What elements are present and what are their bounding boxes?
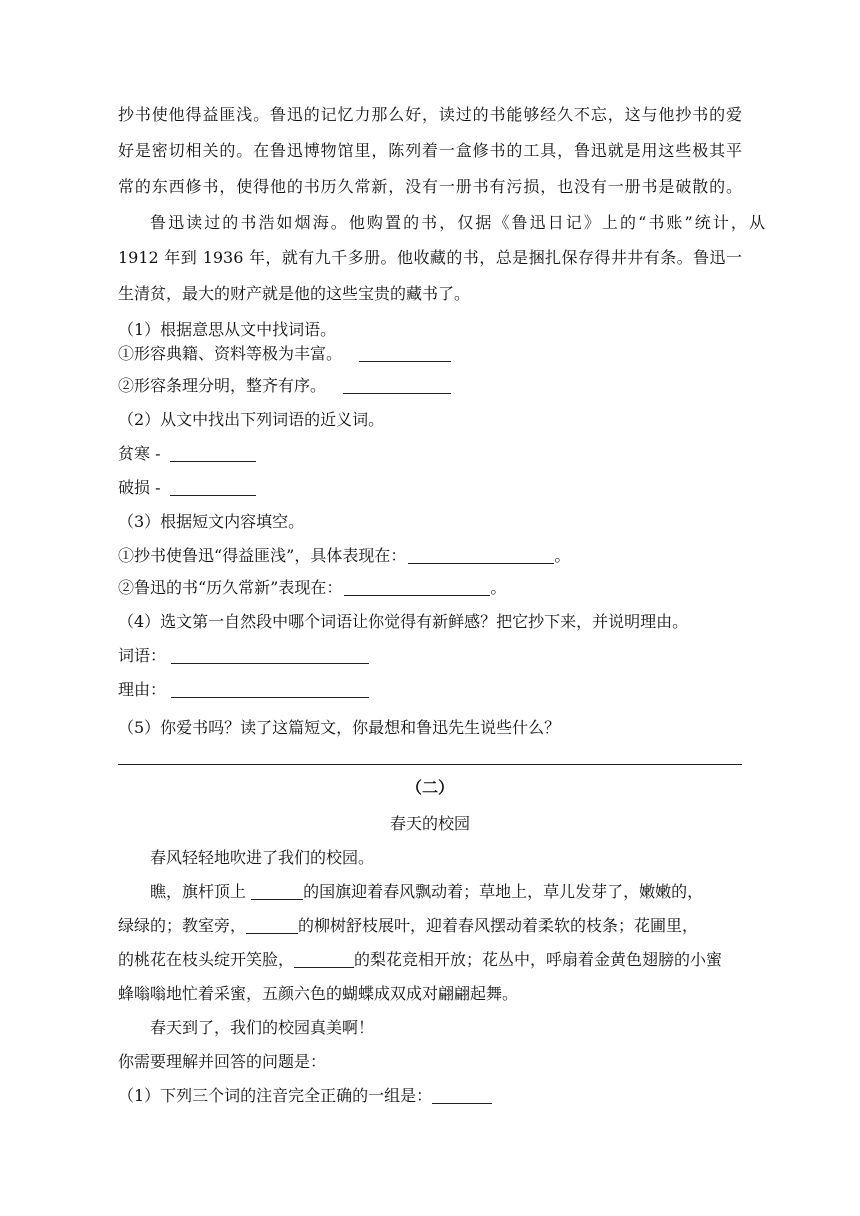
question-1: （1）根据意思从文中找词语。 xyxy=(118,320,337,339)
answer-blank[interactable] xyxy=(171,649,369,664)
answer-blank[interactable] xyxy=(251,885,303,900)
question-3a xyxy=(118,546,570,566)
question-3b xyxy=(118,578,506,598)
question-2: （2）从文中找出下列词语的近义词。 xyxy=(118,410,385,429)
answer-blank[interactable] xyxy=(343,379,451,394)
passage-text: 的国旗迎着春风飘动着；草地上，草儿发芽了，嫩嫩的， xyxy=(303,882,704,901)
question-3: （3）根据短文内容填空。 xyxy=(118,512,305,531)
question-prompt: 你需要理解并回答的问题是： xyxy=(118,1052,327,1071)
passage-line: 抄书使他得益匪浅。鲁迅的记忆力那么好，读过的书能够经久不忘，这与他抄书的爱 xyxy=(118,105,742,124)
answer-line[interactable] xyxy=(118,764,742,765)
question-1b xyxy=(118,376,451,396)
answer-blank[interactable] xyxy=(344,581,490,596)
passage-line xyxy=(118,950,722,970)
question-4b-text: 理由： xyxy=(118,680,167,699)
question-s2-1-text: （1）下列三个词的注音完全正确的一组是： xyxy=(118,1086,433,1105)
question-4a xyxy=(118,646,369,666)
answer-blank[interactable] xyxy=(359,347,451,362)
answer-blank[interactable] xyxy=(432,1089,492,1104)
passage-line: 生清贫，最大的财产就是他的这些宝贵的藏书了。 xyxy=(118,284,471,303)
answer-blank[interactable] xyxy=(294,953,354,968)
passage-text: 的桃花在枝头绽开笑脸， xyxy=(118,950,295,969)
question-4a-text: 词语： xyxy=(118,646,167,665)
question-1b-text: ②形容条理分明，整齐有序。 xyxy=(118,376,327,395)
section-number: （二） xyxy=(405,778,454,797)
passage-line: 蜂嗡嗡地忙着采蜜，五颜六色的蝴蝶成双成对翩翩起舞。 xyxy=(118,984,519,1003)
passage-text: 的柳树舒枝展叶，迎着春风摆动着柔软的枝条；花圃里， xyxy=(298,916,699,935)
section-title: 春天的校园 xyxy=(389,814,470,833)
question-1a xyxy=(118,344,451,364)
answer-blank[interactable] xyxy=(170,481,256,496)
question-1a-text: ①形容典籍、资料等极为丰富。 xyxy=(118,344,343,363)
answer-blank[interactable] xyxy=(246,919,298,934)
passage-line: 春风轻轻地吹进了我们的校园。 xyxy=(150,848,375,867)
passage-line xyxy=(118,916,698,936)
passage-line: 鲁迅读过的书浩如烟海。他购置的书，仅据《鲁迅日记》上的“书账”统计，从 xyxy=(150,213,765,232)
question-2b-text: 破损 - xyxy=(118,478,161,497)
passage-line xyxy=(150,882,703,902)
passage-text: 瞧，旗杆顶上 xyxy=(150,882,252,901)
passage-line: 常的东西修书，使得他的书历久常新，没有一册书有污损，也没有一册书是破散的。 xyxy=(118,177,742,196)
passage-text: 的梨花竞相开放；花丛中，呼扇着金黄色翅膀的小蜜 xyxy=(354,950,723,969)
passage-line: 好是密切相关的。在鲁迅博物馆里，陈列着一盒修书的工具，鲁迅就是用这些极其平 xyxy=(118,141,742,160)
question-2b xyxy=(118,478,256,498)
question-4: （4）选文第一自然段中哪个词语让你觉得有新鲜感？把它抄下来，并说明理由。 xyxy=(118,612,689,631)
question-2a xyxy=(118,444,256,464)
passage-line: 1912 年到 1936 年，就有九千多册。他收藏的书，总是捆扎保存得井井有条。鲁迅一 xyxy=(118,248,742,267)
question-s2-1 xyxy=(118,1086,492,1106)
period: 。 xyxy=(554,546,571,565)
passage-text: 绿绿的；教室旁， xyxy=(118,916,247,935)
answer-blank[interactable] xyxy=(408,549,554,564)
question-3b-text: ②鲁迅的书“历久常新”表现在： xyxy=(118,578,343,597)
passage-line: 春天到了，我们的校园真美啊！ xyxy=(150,1018,375,1037)
period: 。 xyxy=(490,578,507,597)
answer-blank[interactable] xyxy=(170,447,256,462)
question-3a-text: ①抄书使鲁迅“得益匪浅”，具体表现在： xyxy=(118,546,407,565)
question-5: （5）你爱书吗？读了这篇短文，你最想和鲁迅先生说些什么？ xyxy=(118,718,561,737)
question-2a-text: 贫寒 - xyxy=(118,444,161,463)
answer-blank[interactable] xyxy=(171,683,369,698)
question-4b xyxy=(118,680,369,700)
